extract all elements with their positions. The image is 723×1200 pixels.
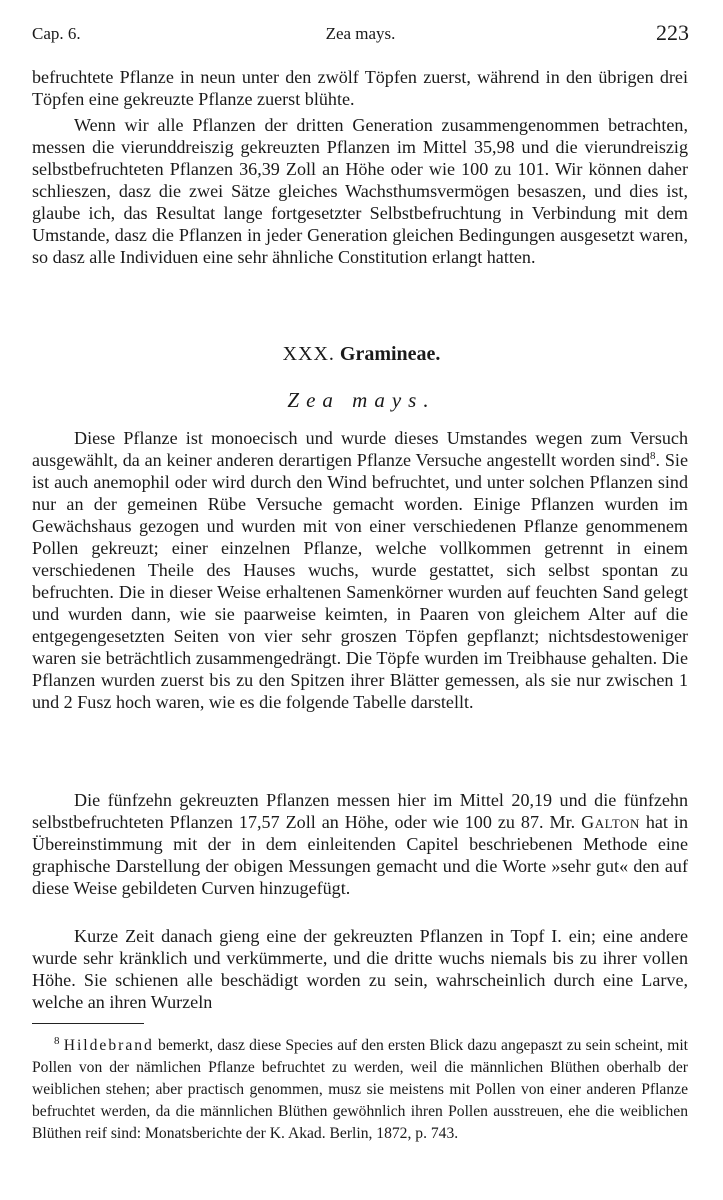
running-title: Zea mays. — [325, 24, 396, 43]
species-heading: Zea mays. — [287, 388, 436, 412]
paragraph-continuation: befruchtete Pflanze in neun unter den zwölf Töpfen zuerst, während in den übrigen drei Töpfen eine gekreuzte Pflanze zuerst blühte. — [32, 67, 688, 109]
paragraph-later-events: Kurze Zeit danach gieng eine der gekreuzten Pflanzen in Topf I. ein; eine andere wurde sehr kränklich und verkümmerte, und die dritte wuchs niemals bis zu ihrer vollen Höhe. Sie schienen alle beschädigt worden zu sein, wahrscheinlich durch eine Larve, welche an ihren Wurzeln — [32, 926, 688, 1012]
paragraph-text: . Sie ist auch anemophil oder wird durch den Wind befruchtet, und unter solchen Pflanzen sind nur an der gemeinen Rübe Versuche gemacht worden. Einige Pflanzen wurden im Gewächshaus gezogen und wurden mit von einer verschiedenen Pflanze genommenem Pollen gekreuzt; einer einzelnen Pflanze, welche vollkommen getrennt in einem verschiedenen Theile des Hauses wuchs, wurde gestattet, sich selbst spontan zu befruchten. Die in dieser Weise erhaltenen Samenkörner wurden auf feuchten Sand gelegt und wurden dann, wie sie paarweise keimten, in Paaren von gleichem Alter auf die entgegengesetzten Seiten von vier sehr groszen Töpfen gepflanzt; nichtsdestoweniger waren sie beträchtlich zusammengedrängt. Die Töpfe wurden im Treibhause gehalten. Die Pflanzen wurden zuerst bis zu den Spitzen ihrer Blätter gemessen, als sie nur zwischen 1 und 2 Fusz hoch waren, wie es die folgende Tabelle darstellt. — [32, 450, 688, 712]
footnote-text: bemerkt, dasz diese Species auf den ersten Blick dazu angepaszt zu sein scheint, mit Pollen von der nämlichen Pflanze befruchtet zu werden, weil die männlichen Blüthen oberhalb der weiblichen stehen; aber practisch genommen, musz sie meistens mit Pollen von einer anderen Pflanze befruchtet werden, da die männlichen Blüthen gewöhnlich ihren Pollen ausstreuen, ehe die weiblichen Blüthen reif sind: Monatsberichte der K. Akad. Berlin, 1872, p. 743. — [32, 1037, 688, 1142]
paragraph-text: hat in Übereinstimmung mit der in dem einleitenden Capitel beschriebenen Methode eine graphische Darstellung der obigen Messungen gemacht und die Worte »sehr gut« den auf diese Weise gebildeten Curven hinzugefügt. — [32, 812, 688, 898]
footnote — [32, 1035, 688, 1145]
page-number: 223 — [656, 20, 689, 45]
paragraph-text: Diese Pflanze ist monoecisch und wurde dieses Umstandes wegen zum Versuch ausgewählt, da an keiner anderen derartigen Pflanze Versuche angestellt worden sind — [32, 428, 688, 470]
section-number: XXX. — [282, 343, 335, 365]
chapter-label: Cap. 6. — [32, 24, 81, 43]
paragraph-zea-intro — [32, 427, 688, 713]
running-header — [32, 20, 689, 46]
section-name: Gramineae. — [339, 343, 441, 365]
footnote-reference: 8 — [650, 449, 656, 462]
paragraph-text: Die fünfzehn gekreuzten Pflanzen messen hier im Mittel 20,19 und die fünfzehn selbstbefruchteten Pflanzen 17,57 Zoll an Höhe, oder wie 100 zu 87. Mr. — [32, 790, 688, 832]
paragraph-third-generation: Wenn wir alle Pflanzen der dritten Generation zusammengenommen betrachten, messen die vierunddreiszig gekreuzten Pflanzen im Mittel 35,98 und die vierundreiszig selbstbefruchteten Pflanzen 36,39 Zoll an Höhe oder wie 100 zu 101. Wir können daher schlieszen, dasz die zwei Sätze gleiches Wachsthumsvermögen besaszen, und dies ist, glaube ich, das Resultat lange fortgesetzter Selbstbefruchtung in Verbindung mit dem Umstande, dasz die Pflanzen in jeder Generation gleichen Bedingungen ausgesetzt waren, so dasz alle Individuen eine sehr ähnliche Constitution erlangt hatten. — [32, 115, 688, 267]
footnote-author: Hildebrand — [63, 1037, 154, 1054]
paragraph-measurements — [32, 789, 688, 899]
footnote-marker: 8 — [54, 1034, 60, 1047]
section-heading — [0, 343, 723, 366]
person-name: Galton — [581, 812, 640, 832]
footnote-divider — [32, 1023, 144, 1024]
